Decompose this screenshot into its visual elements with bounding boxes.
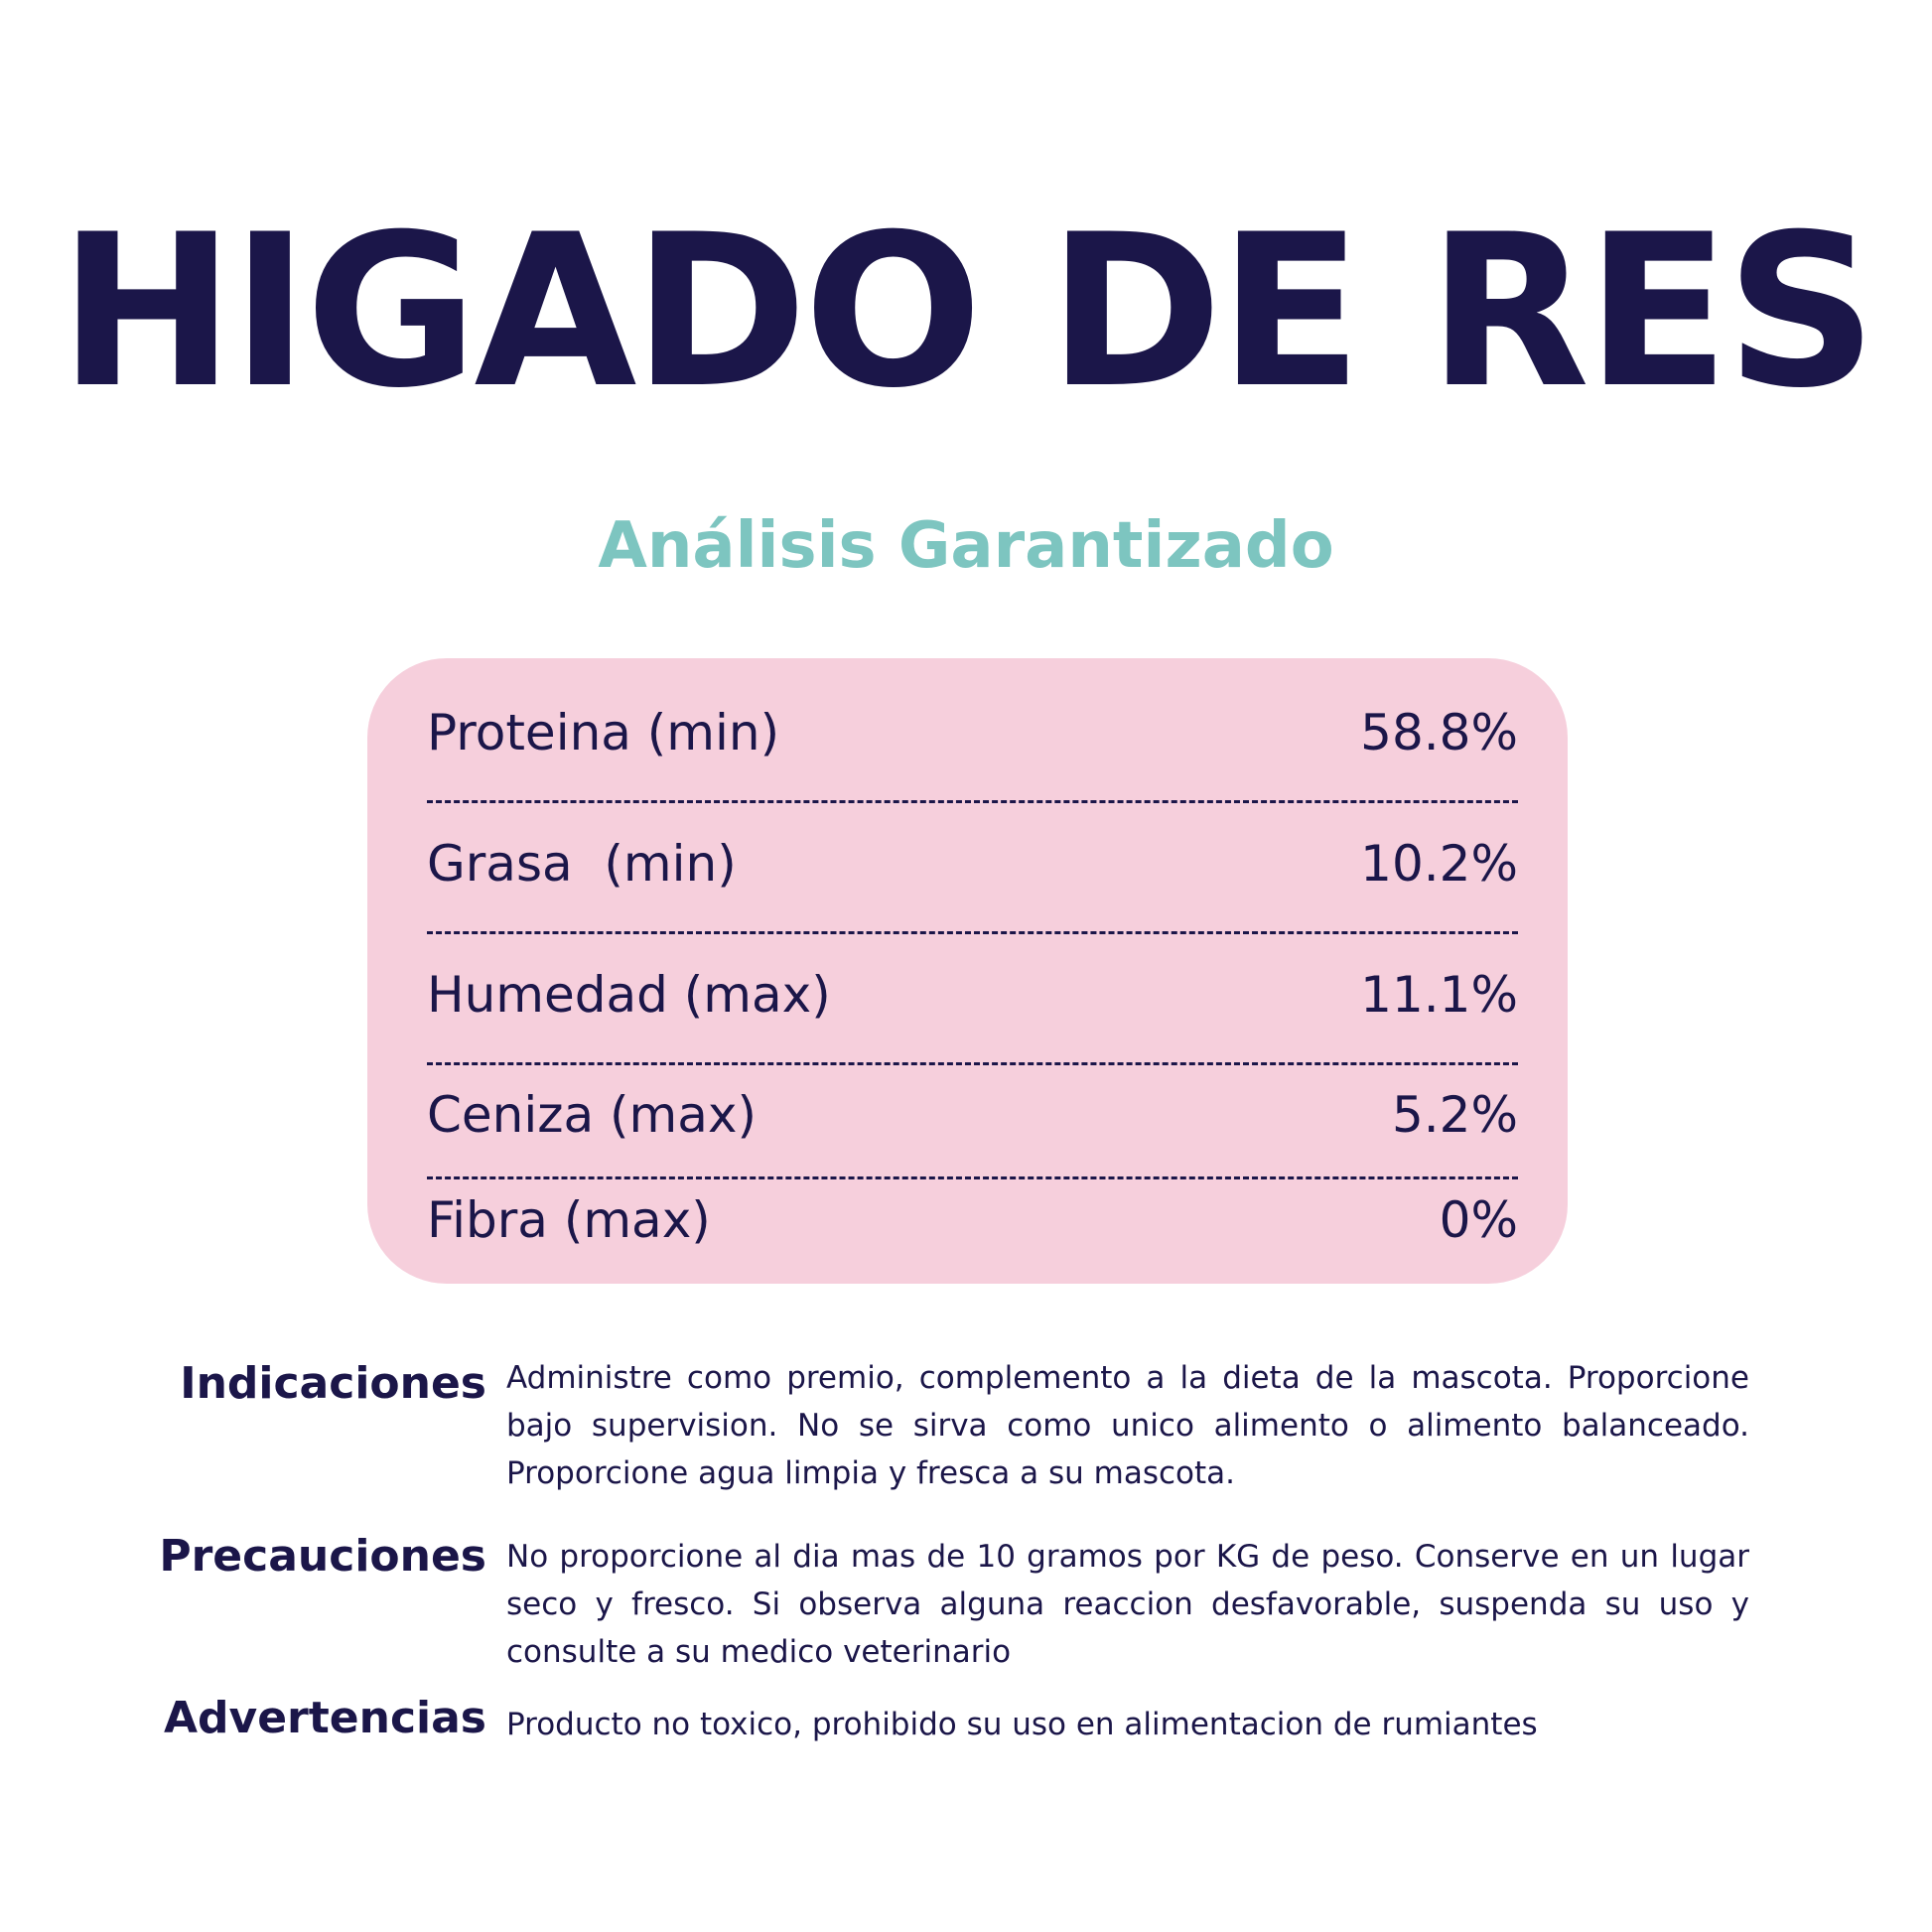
row-divider	[427, 1176, 1518, 1179]
precauciones-label: Precauciones	[159, 1531, 486, 1582]
analysis-label: Humedad (max)	[427, 966, 831, 1024]
analysis-value: 58.8%	[1360, 704, 1518, 761]
analysis-value: 10.2%	[1360, 835, 1518, 893]
row-divider	[427, 1062, 1518, 1065]
product-title: HIGADO DE RES	[59, 189, 1873, 434]
analysis-row-moisture	[427, 965, 1518, 1025]
advertencias-label: Advertencias	[163, 1693, 486, 1743]
analysis-row-ash	[427, 1085, 1518, 1145]
analysis-value: 0%	[1439, 1191, 1518, 1249]
indicaciones-label: Indicaciones	[180, 1358, 486, 1409]
analysis-label: Fibra (max)	[427, 1191, 711, 1249]
analysis-label: Proteina (min)	[427, 704, 780, 761]
analysis-row-protein	[427, 703, 1518, 762]
precauciones-text: No proporcione al dia mas de 10 gramos por KG de peso. Conserve en un lugar seco y fresco. Si observa alguna reaccion desfavorable, suspenda su uso y consulte a su medico veterinario	[506, 1539, 1749, 1670]
indicaciones-text: Administre como premio, complemento a la dieta de la mascota. Proporcione bajo supervision. No se sirva como unico alimento o alimento balanceado. Proporcione agua limpia y fresca a su mascota.	[506, 1360, 1749, 1491]
analysis-label: Grasa (min)	[427, 835, 737, 893]
analysis-row-fiber	[427, 1190, 1518, 1250]
analysis-row-fat	[427, 834, 1518, 894]
analysis-value: 5.2%	[1391, 1086, 1518, 1144]
analysis-value: 11.1%	[1360, 966, 1518, 1024]
analysis-label: Ceniza (max)	[427, 1086, 757, 1144]
analysis-panel	[367, 658, 1568, 1284]
advertencias-text: Producto no toxico, prohibido su uso en alimentacion de rumiantes	[506, 1707, 1538, 1742]
row-divider	[427, 800, 1518, 803]
row-divider	[427, 931, 1518, 934]
analysis-heading: Análisis Garantizado	[598, 509, 1334, 583]
